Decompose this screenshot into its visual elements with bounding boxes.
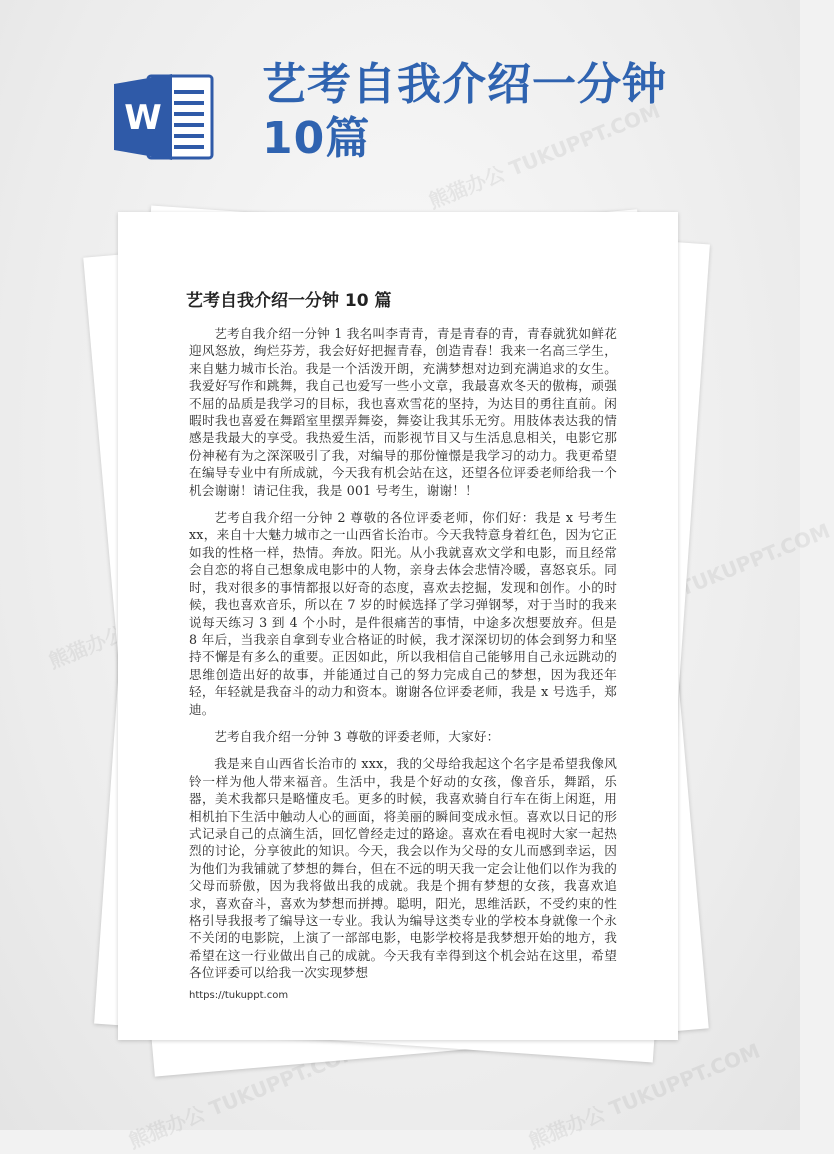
word-icon-letter: W [124, 98, 162, 138]
document-title: 艺考自我介绍一分钟 10 篇 [186, 291, 392, 311]
page-title: 艺考自我介绍一分钟10篇 [262, 59, 667, 164]
document-body [189, 325, 617, 990]
footer-url: https://tukuppt.com [189, 990, 289, 1001]
word-doc-icon [112, 72, 216, 162]
paragraph: 艺考自我介绍一分钟 2 尊敬的各位评委老师，你们好：我是 x 号考生 xx，来自十大魅力城市之一山西省长治市。今天我特意身着红色，因为它正如我的性格一样，热情。奔放。阳光。从小我就喜欢文学和电影，而且经常会自恋的将自己想象成电影中的人物，亲身去体会悲情冷暖，喜怒哀乐。同时，我对很多的事情都报以好奇的态度，喜欢去挖掘，发现和创作。小的时候，我也喜欢音乐，所以在 7 岁的时候选择了学习弹钢琴，对于当时的我来说每天练习 3 到 4 个小时，是件很痛苦的事情，中途多次想要放弃。但是 8 年后，当我亲自拿到专业合格证的时候，我才深深切切的体会到努力和坚持不懈是有多么的重要。正因如此，所以我相信自己能够用自己永远跳动的思维创造出好的故事，并能通过自己的努力完成自己的梦想，因为我还年轻，年轻就是我奋斗的动力和资本。谢谢各位评委老师，我是 x 号选手，郑迪。 [189, 510, 617, 717]
paragraph: 艺考自我介绍一分钟 1 我名叫李青青，青是青春的青，青春就犹如鲜花迎风怒放，绚烂芬芳，我会好好把握青春，创造青春！我来一名高三学生，来自魅力城市长治。我是一个活泼开朗，充满梦想对边到充满追求的女生。我爱好写作和跳舞，我自己也爱写一些小文章，我最喜欢冬天的傲梅，顽强不屈的品质是我学习的目标，我也喜欢雪花的坚持，为达目的勇往直前。闲暇时我也喜爱在舞蹈室里摆弄舞姿，舞姿让我其乐无穷。用肢体表达我的情感是我最大的享受。我热爱生活，而影视节目又与生活息息相关，电影它那份神秘有为之深深吸引了我，对编导的那份憧憬是我学习的动力。我更希望在编导专业中有所成就，今天我有机会站在这，还望各位评委老师给我一个机会谢谢！请记住我，我是 001 号考生，谢谢！！ [189, 326, 617, 498]
paragraph: 艺考自我介绍一分钟 3 尊敬的评委老师，大家好： [214, 728, 500, 744]
paragraph: 我是来自山西省长治市的 xxx，我的父母给我起这个名字是希望我像风铃一样为他人带来福音。生活中，我是个好动的女孩，像音乐，舞蹈，乐器，美术我都只是略懂皮毛。更多的时候，我喜欢骑自行车在街上闲逛，用相机拍下生活中触动人心的画面，将美丽的瞬间变成永恒。喜欢以日记的形式记录自己的点滴生活，回忆曾经走过的路途。喜欢在看电视时大家一起热烈的讨论，分享彼此的知识。今天，我会以作为父母的女儿而感到幸运，因为他们为我铺就了梦想的舞台，但在不远的明天我一定会让他们以作为我的父母而骄傲，因为我将做出我的成就。我是个拥有梦想的女孩，我喜欢追求，喜欢奋斗，喜欢为梦想而拼搏。聪明，阳光，思维活跃，不受约束的性格引导我报考了编导这一专业。我认为编导这类专业的学校本身就像一个永不关闭的电影院，上演了一部部电影，电影学校将是我梦想开始的地方，我希望在这一行业做出自己的成就。今天我有幸得到这个机会站在这里，希望各位评委可以给我一次实现梦想 [189, 756, 617, 981]
